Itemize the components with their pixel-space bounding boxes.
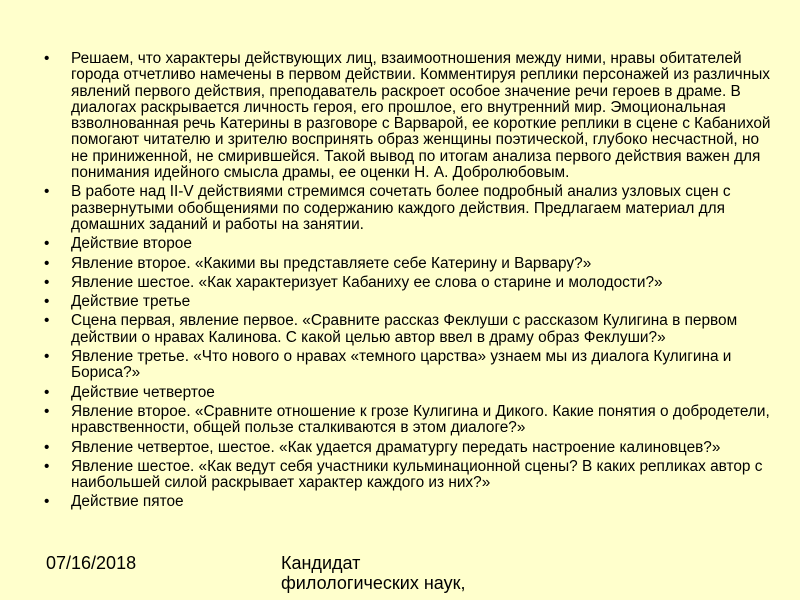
list-item-text: Явление четвертое, шестое. «Как удается драматургу передать настроение калиновцев?» <box>71 438 721 456</box>
list-item <box>44 440 778 456</box>
bullet-icon: • <box>44 312 50 330</box>
list-item-text: Сцена первая, явление первое. «Сравните рассказ Феклуши с рассказом Кулигина в первом действии о нравах Калинова. С какой целью автор ввел в драму образ Феклуши?» <box>71 312 738 346</box>
list-item-text: Явление второе. «Какими вы представляете себе Катерину и Варвару?» <box>71 254 592 272</box>
list-item <box>44 494 778 510</box>
list-item-text: Действие четвертое <box>71 383 215 401</box>
bullet-icon: • <box>44 183 50 201</box>
list-item <box>44 349 778 382</box>
list-item-text: В работе над II-V действиями стремимся сочетать более подробный анализ узловых сцен с развернутыми обобщениями по содержанию каждого действия. Предлагаем материал для домашних заданий и работы на занятии. <box>71 183 731 233</box>
bullet-icon: • <box>44 457 50 475</box>
list-item <box>44 385 778 401</box>
list-item-text: Явление шестое. «Как ведут себя участники кульминационной сцены? В каких репликах автор с наибольшей силой раскрывает характер каждого из них?» <box>71 457 763 492</box>
bullet-icon: • <box>44 254 50 272</box>
list-item-text: Явление второе. «Сравните отношение к грозе Кулигина и Дикого. Какие понятия о добродетели, нравственности, общей пользе сталкиваются в этом диалоге?» <box>71 402 770 437</box>
list-item <box>44 294 778 310</box>
list-item <box>44 184 778 233</box>
list-item <box>44 313 778 346</box>
list-item <box>44 404 778 437</box>
bullet-list <box>44 51 778 514</box>
list-item <box>44 275 778 291</box>
list-item-text: Явление шестое. «Как характеризует Кабаниху ее слова о старине и молодости?» <box>71 273 663 291</box>
list-item <box>44 459 778 492</box>
bullet-icon: • <box>44 348 50 366</box>
bullet-icon: • <box>44 383 50 401</box>
list-item <box>44 51 778 181</box>
bullet-icon: • <box>44 438 50 456</box>
list-item-text: Решаем, что характеры действующих лиц, взаимоотношения между ними, нравы обитателей города отчетливо намечены в первом действии. Комментируя реплики персонажей из различных явлений первого действия, преподаватель раскроет особое значение речи героев в драме. В диалогах раскрывается личность героя, его прошлое, его внутренний мир. Эмоциональная взволнованная речь Катерины в разговоре с Варварой, ее короткие реплики в сцене с Кабанихой помогают читателю и зрителю воспринять образ женщины поэтической, глубоко несчастной, но не приниженной, не смирившейся. Такой вывод по итогам анализа первого действия важен для понимания идейного смысла драмы, ее оценки Н. А. Добролюбовым. <box>71 50 771 182</box>
list-item-text: Явление третье. «Что нового о нравах «темного царства» узнаем мы из диалога Кулигина и Бориса?» <box>71 348 732 382</box>
bullet-icon: • <box>44 402 50 420</box>
list-item-text: Действие второе <box>71 235 192 253</box>
footer-text: Кандидат филологических наук, <box>281 553 466 593</box>
list-item <box>44 236 778 252</box>
list-item <box>44 256 778 272</box>
bullet-icon: • <box>44 293 50 311</box>
list-item-text: Действие пятое <box>71 493 184 511</box>
bullet-icon: • <box>44 235 50 253</box>
footer-date: 07/16/2018 <box>46 553 137 573</box>
bullet-icon: • <box>44 273 50 291</box>
list-item-text: Действие третье <box>71 293 191 311</box>
bullet-icon: • <box>44 493 50 511</box>
bullet-icon: • <box>44 50 50 67</box>
